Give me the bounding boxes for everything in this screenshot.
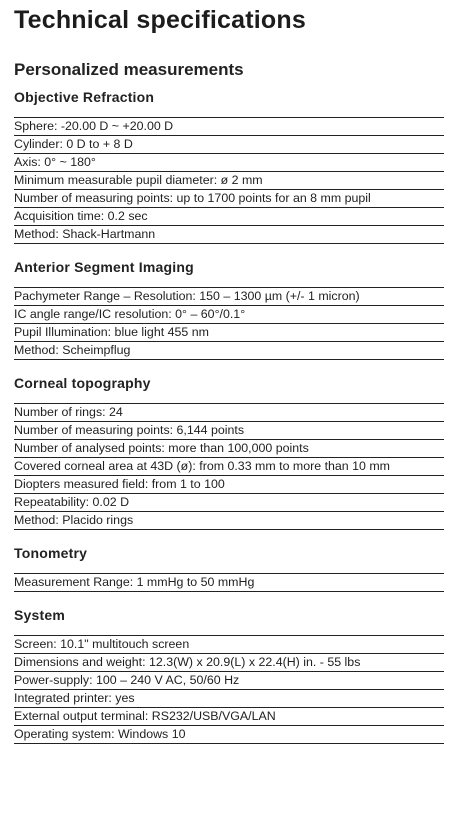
section-system — [14, 592, 444, 744]
spec-row: External output terminal: RS232/USB/VGA/LAN — [14, 708, 444, 726]
spec-row: Repeatability: 0.02 D — [14, 494, 444, 512]
spec-row: Number of rings: 24 — [14, 404, 444, 422]
spec-row: Screen: 10.1" multitouch screen — [14, 636, 444, 654]
section-title: Corneal topography — [14, 375, 151, 391]
section-title: Objective Refraction — [14, 89, 155, 105]
spec-row: Sphere: -20.00 D ~ +20.00 D — [14, 118, 444, 136]
section-objective-refraction — [14, 83, 444, 244]
section-tonometry — [14, 530, 444, 592]
spec-row: Power-supply: 100 – 240 V AC, 50/60 Hz — [14, 672, 444, 690]
section-title: Anterior Segment Imaging — [14, 259, 194, 275]
spec-row: Number of analysed points: more than 100,000 points — [14, 440, 444, 458]
spec-row: Minimum measurable pupil diameter: ø 2 mm — [14, 172, 444, 190]
spec-row: Cylinder: 0 D to + 8 D — [14, 136, 444, 154]
section-corneal-topography — [14, 360, 444, 530]
spec-row: Method: Placido rings — [14, 512, 444, 530]
section-title: Tonometry — [14, 545, 88, 561]
spec-row: Axis: 0° ~ 180° — [14, 154, 444, 172]
spec-row: Pachymeter Range – Resolution: 150 – 1300 µm (+/- 1 micron) — [14, 288, 444, 306]
spec-row: Method: Scheimpflug — [14, 342, 444, 360]
spec-row: Pupil Illumination: blue light 455 nm — [14, 324, 444, 342]
spec-list — [14, 573, 444, 592]
spec-row: Dimensions and weight: 12.3(W) x 20.9(L) x 22.4(H) in. - 55 lbs — [14, 654, 444, 672]
spec-list — [14, 403, 444, 530]
spec-row: Acquisition time: 0.2 sec — [14, 208, 444, 226]
spec-list — [14, 117, 444, 244]
page-title: Technical specifications — [14, 6, 306, 34]
page-subtitle: Personalized measurements — [14, 60, 244, 79]
section-title: System — [14, 607, 66, 623]
section-anterior-segment-imaging — [14, 244, 444, 360]
spec-row: Operating system: Windows 10 — [14, 726, 444, 744]
spec-row: Method: Shack-Hartmann — [14, 226, 444, 244]
spec-list — [14, 635, 444, 744]
spec-row: Integrated printer: yes — [14, 690, 444, 708]
spec-row: Number of measuring points: 6,144 points — [14, 422, 444, 440]
spec-row: Number of measuring points: up to 1700 points for an 8 mm pupil — [14, 190, 444, 208]
spec-row: Covered corneal area at 43D (ø): from 0.33 mm to more than 10 mm — [14, 458, 444, 476]
spec-list — [14, 287, 444, 360]
spec-row: IC angle range/IC resolution: 0° – 60°/0.1° — [14, 306, 444, 324]
spec-row: Measurement Range: 1 mmHg to 50 mmHg — [14, 574, 444, 592]
spec-row: Diopters measured field: from 1 to 100 — [14, 476, 444, 494]
